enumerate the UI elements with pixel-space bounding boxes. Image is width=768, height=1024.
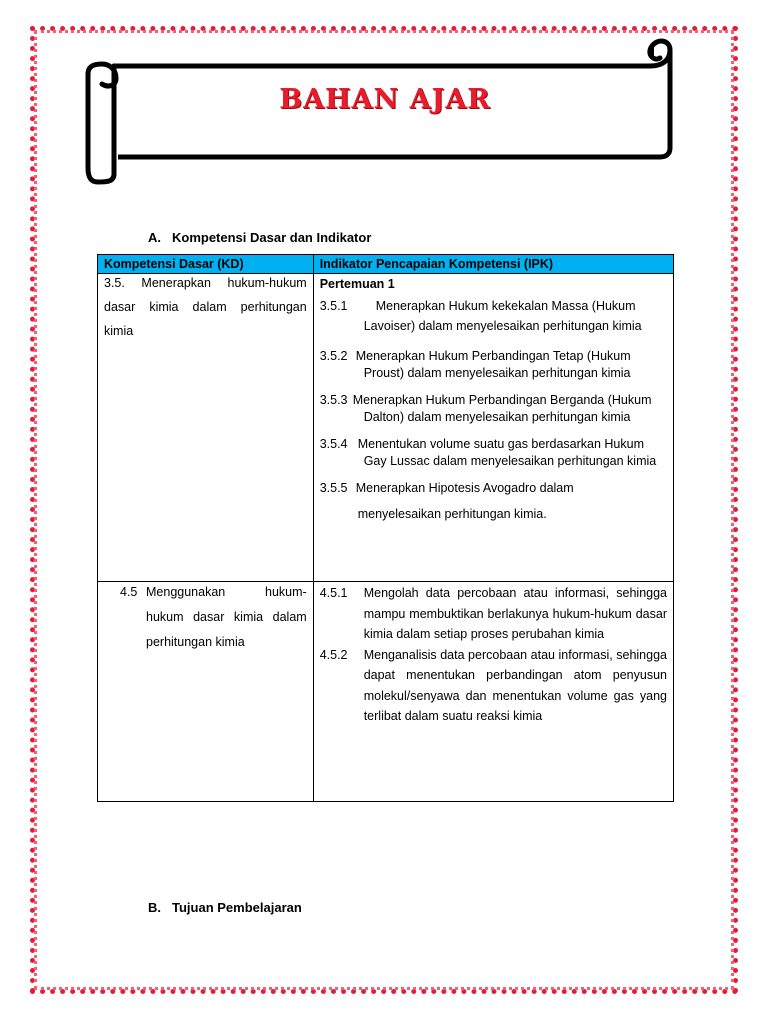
ipk-number: 3.5.3 — [319, 393, 348, 407]
section-b-heading — [148, 900, 302, 915]
pertemuan-label: Pertemuan 1 — [319, 277, 395, 291]
section-a-letter: A. — [148, 230, 161, 245]
ipk-text-cont: Dalton) dalam menyelesaikan perhitungan kimia — [363, 410, 631, 424]
ipk-text: Menerapkan Hipotesis Avogadro dalam — [355, 481, 574, 495]
ipk-number: 3.5.5 — [319, 481, 348, 495]
ipk-number: 3.5.2 — [319, 349, 348, 363]
ipk-number: 3.5.1 — [319, 299, 348, 313]
kd-text: 3.5. Menerapkan hukum-hukum dasar kimia dalam perhitungan kimia — [104, 276, 307, 338]
ipk-text: Menerapkan Hukum Perbandingan Berganda (Hukum — [352, 393, 652, 407]
competency-table — [97, 254, 674, 802]
ipk-cell — [313, 274, 673, 582]
ipk-text-cont: Proust) dalam menyelesaikan perhitungan kimia — [363, 366, 631, 380]
ipk-text-cont: menyelesaikan perhitungan kimia. — [357, 507, 547, 521]
section-b-letter: B. — [148, 900, 161, 915]
ipk-text: Menerapkan Hukum kekekalan Massa (Hukum — [375, 299, 636, 313]
header-ipk: Indikator Pencapaian Kompetensi (IPK) — [313, 255, 673, 274]
ipk-text: Mengolah data percobaan atau informasi, sehingga mampu membuktikan berlakunya hukum-hukum dasar kimia dalam setiap proses perubahan kimia — [363, 586, 667, 641]
section-a-label: Kompetensi Dasar dan Indikator — [172, 230, 372, 245]
ipk-item — [320, 390, 667, 424]
kd-item — [104, 580, 307, 655]
kd-cell — [98, 582, 314, 802]
ipk-number: 4.5.1 — [319, 586, 348, 600]
ipk-cell — [313, 582, 673, 802]
ipk-text: Menentukan volume suatu gas berdasarkan Hukum — [357, 437, 644, 451]
kd-number: 4.5 — [120, 585, 138, 599]
ipk-item — [320, 478, 667, 524]
table-row — [98, 274, 674, 582]
page-title: BAHAN AJAR — [279, 84, 491, 115]
ipk-text-cont: Lavoiser) dalam menyelesaikan perhitungan kimia — [363, 319, 642, 333]
kd-text: Menggunakan hukum-hukum dasar kimia dalam perhitungan kimia — [146, 585, 307, 649]
table-row — [98, 582, 674, 802]
ipk-text: Menerapkan Hukum Perbandingan Tetap (Hukum — [355, 349, 631, 363]
section-b-label: Tujuan Pembelajaran — [172, 900, 302, 915]
ipk-text-cont: Gay Lussac dalam menyelesaikan perhitungan kimia — [363, 454, 657, 468]
ipk-text: Menganalisis data percobaan atau informasi, sehingga dapat menentukan perbandingan atom penyusun molekul/senyawa dan menentukan volume gas yang terlibat dalam suatu reaksi kimia — [363, 647, 667, 723]
ipk-number: 4.5.2 — [319, 647, 348, 662]
ipk-item — [320, 434, 667, 468]
ipk-item — [320, 346, 667, 380]
section-a-heading — [148, 230, 371, 245]
header-kd: Kompetensi Dasar (KD) — [98, 255, 314, 274]
kd-cell — [98, 274, 314, 582]
ipk-item — [320, 296, 667, 336]
ipk-item — [320, 583, 667, 645]
ipk-item — [320, 645, 667, 727]
ipk-number: 3.5.4 — [319, 437, 348, 451]
